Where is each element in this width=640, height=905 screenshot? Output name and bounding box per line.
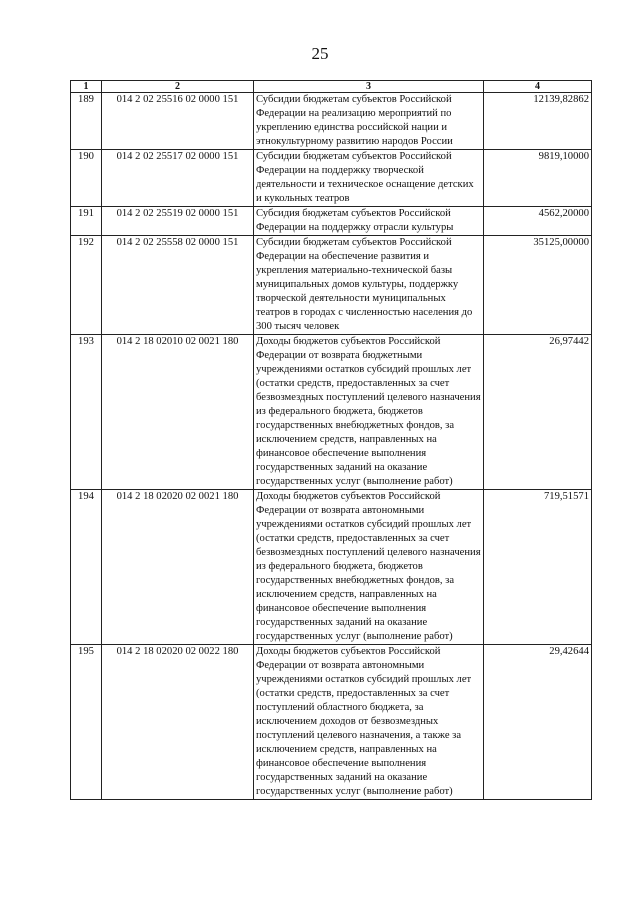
budget-code: 014 2 18 02020 02 0022 180 bbox=[102, 645, 254, 800]
table-row bbox=[71, 207, 592, 236]
row-description: Субсидия бюджетам субъектов Российской Федерации на поддержку отрасли культуры bbox=[254, 207, 484, 236]
row-number: 193 bbox=[71, 335, 102, 490]
row-number: 195 bbox=[71, 645, 102, 800]
budget-code: 014 2 02 25516 02 0000 151 bbox=[102, 93, 254, 150]
row-amount: 4562,20000 bbox=[484, 207, 592, 236]
row-description: Доходы бюджетов субъектов Российской Федерации от возврата автономными учреждениями остатков субсидий прошлых лет (остатки средств, предоставленных за счет безвозмездных поступлений целевого назначения из федерального бюджета, бюджетов государственных внебюджетных фондов, за исключением средств, направленных на финансовое обеспечение выполнения государственных заданий на оказание государственных услуг (выполнение работ) bbox=[254, 490, 484, 645]
row-description: Доходы бюджетов субъектов Российской Федерации от возврата бюджетными учреждениями остатков субсидий прошлых лет (остатки средств, предоставленных за счет безвозмездных поступлений целевого назначения из федерального бюджета, бюджетов государственных внебюджетных фондов, за исключением средств, направленных на финансовое обеспечение выполнения государственных заданий на оказание государственных услуг (выполнение работ) bbox=[254, 335, 484, 490]
row-number: 192 bbox=[71, 236, 102, 335]
row-number: 194 bbox=[71, 490, 102, 645]
budget-code: 014 2 18 02020 02 0021 180 bbox=[102, 490, 254, 645]
budget-table bbox=[70, 80, 592, 800]
row-description: Субсидии бюджетам субъектов Российской Федерации на обеспечение развития и укрепления материально-технической базы муниципальных домов культуры, поддержку творческой деятельности муниципальных театров в городах с численностью населения до 300 тысяч человек bbox=[254, 236, 484, 335]
budget-code: 014 2 18 02010 02 0021 180 bbox=[102, 335, 254, 490]
table-row bbox=[71, 335, 592, 490]
row-number: 190 bbox=[71, 150, 102, 207]
row-description: Субсидии бюджетам субъектов Российской Федерации на поддержку творческой деятельности и техническое оснащение детских и кукольных театров bbox=[254, 150, 484, 207]
row-amount: 35125,00000 bbox=[484, 236, 592, 335]
row-description: Доходы бюджетов субъектов Российской Федерации от возврата автономными учреждениями остатков субсидий прошлых лет (остатки средств, предоставленных за счет поступлений областного бюджета, за исключением доходов от безвозмездных поступлений целевого назначения, а также за исключением средств, направленных на финансовое обеспечение выполнения государственных заданий на оказание государственных услуг (выполнение работ) bbox=[254, 645, 484, 800]
row-amount: 26,97442 bbox=[484, 335, 592, 490]
row-amount: 29,42644 bbox=[484, 645, 592, 800]
column-header-4: 4 bbox=[484, 81, 592, 93]
table-row bbox=[71, 236, 592, 335]
column-header-1: 1 bbox=[71, 81, 102, 93]
column-header-2: 2 bbox=[102, 81, 254, 93]
row-amount: 12139,82862 bbox=[484, 93, 592, 150]
table-row bbox=[71, 645, 592, 800]
table-row bbox=[71, 150, 592, 207]
budget-code: 014 2 02 25519 02 0000 151 bbox=[102, 207, 254, 236]
table-row bbox=[71, 490, 592, 645]
row-amount: 719,51571 bbox=[484, 490, 592, 645]
table-header-row bbox=[71, 81, 592, 93]
row-amount: 9819,10000 bbox=[484, 150, 592, 207]
page-number: 25 bbox=[311, 44, 329, 63]
budget-code: 014 2 02 25517 02 0000 151 bbox=[102, 150, 254, 207]
column-header-3: 3 bbox=[254, 81, 484, 93]
budget-code: 014 2 02 25558 02 0000 151 bbox=[102, 236, 254, 335]
row-description: Субсидии бюджетам субъектов Российской Федерации на реализацию мероприятий по укреплению единства российской нации и этнокультурному развитию народов России bbox=[254, 93, 484, 150]
row-number: 191 bbox=[71, 207, 102, 236]
table-row bbox=[71, 93, 592, 150]
row-number: 189 bbox=[71, 93, 102, 150]
